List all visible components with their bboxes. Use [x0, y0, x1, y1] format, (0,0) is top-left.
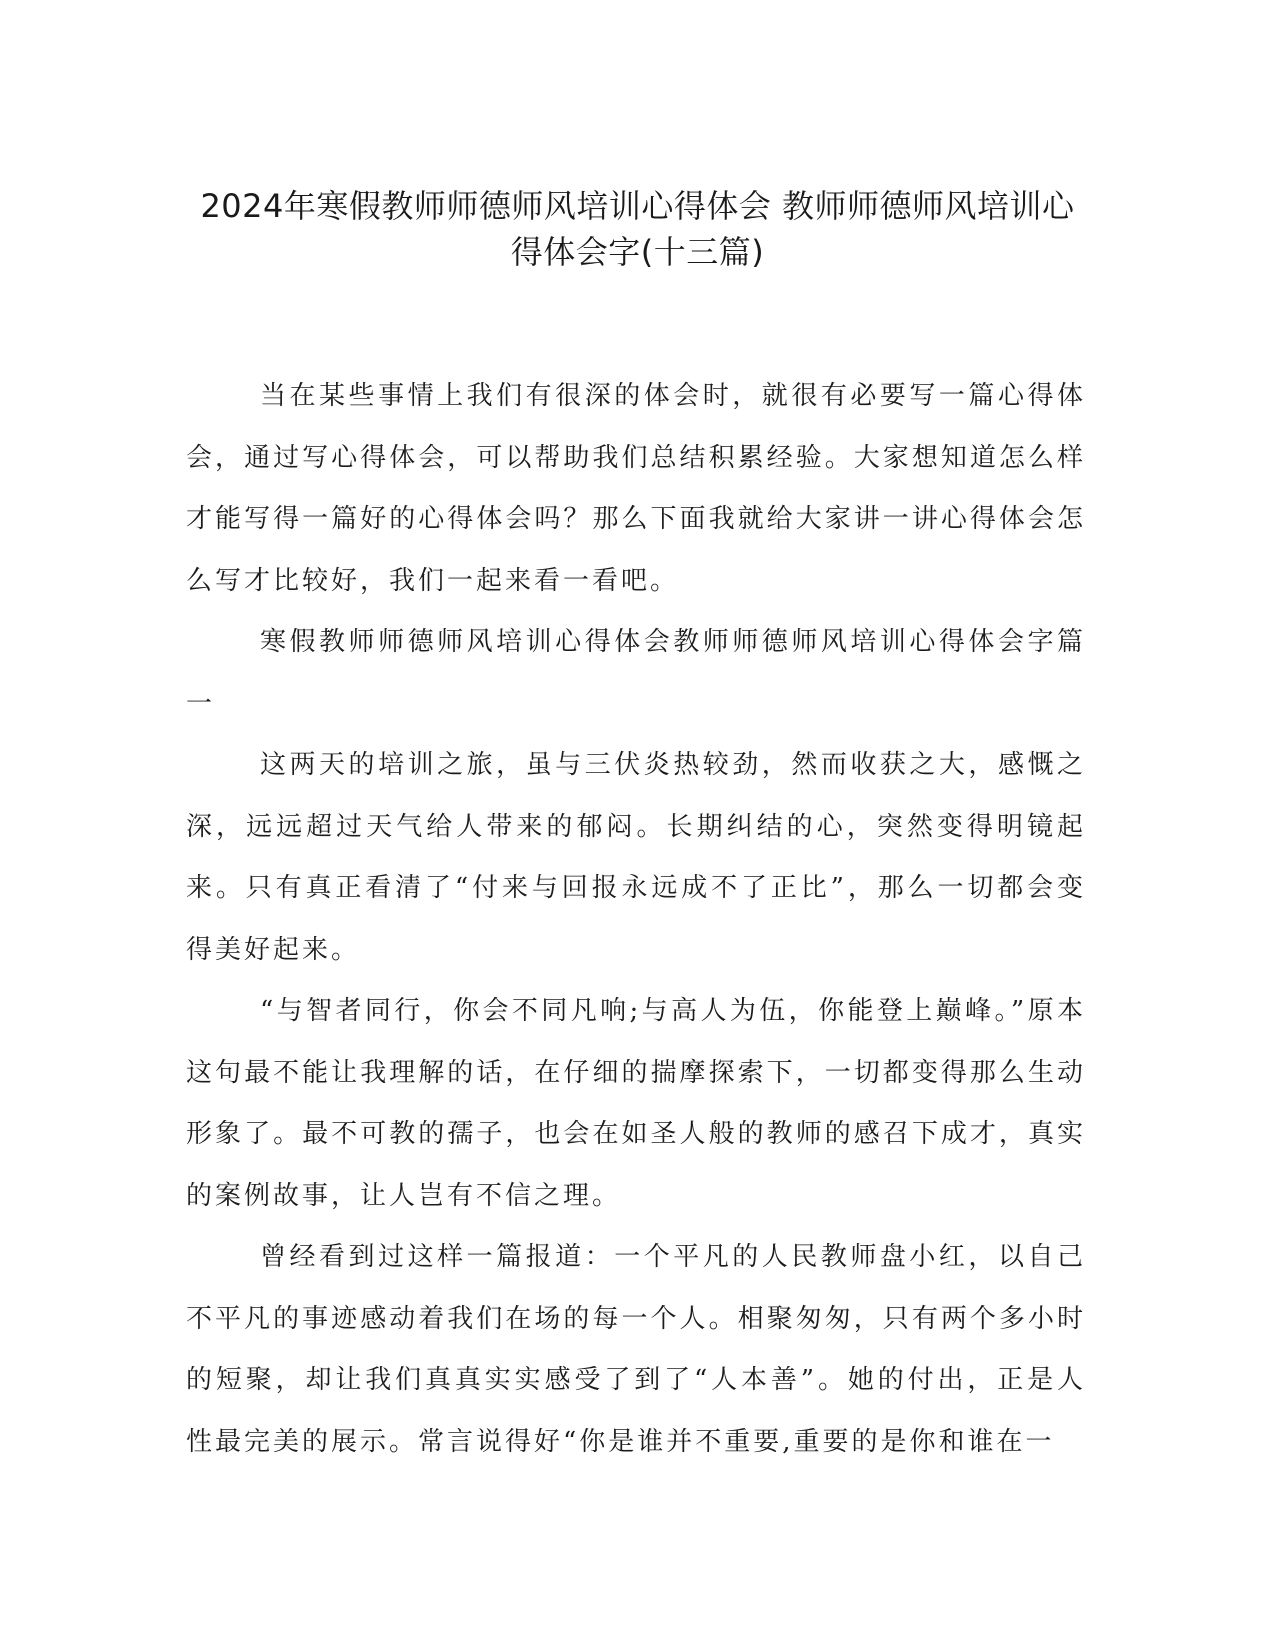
paragraph-report: 曾经看到过这样一篇报道：一个平凡的人民教师盘小红，以自己不平凡的事迹感动着我们在场的每一个人。相聚匆匆，只有两个多小时的短聚，却让我们真真实实感受了到了“人本善”。她的付出，正是人性最完美的展示。常言说得好“你是谁并不重要,重要的是你和谁在一 [186, 1242, 1086, 1457]
title-line-1: 2024年寒假教师师德师风培训心得体会 教师师德师风培训心 [200, 187, 1075, 225]
paragraph-section-heading: 寒假教师师德师风培训心得体会教师师德师风培训心得体会字篇一 [186, 627, 1086, 719]
paragraph-intro: 当在某些事情上我们有很深的体会时，就很有必要写一篇心得体会，通过写心得体会，可以帮助我们总结积累经验。大家想知道怎么样才能写得一篇好的心得体会吗？那么下面我就给大家讲一讲心得体会怎么写才比较好，我们一起来看一看吧。 [186, 381, 1086, 596]
title-line-2: 得体会字(十三篇) [510, 233, 765, 271]
document-title [150, 183, 1125, 275]
document-body [186, 366, 1086, 1473]
paragraph-quote: “与智者同行，你会不同凡响;与高人为伍，你能登上巅峰。”原本这句最不能让我理解的话，在仔细的揣摩探索下，一切都变得那么生动形象了。最不可教的孺子，也会在如圣人般的教师的感召下成才，真实的案例故事，让人岂有不信之理。 [186, 996, 1086, 1211]
paragraph-training: 这两天的培训之旅，虽与三伏炎热较劲，然而收获之大，感慨之深，远远超过天气给人带来的郁闷。长期纠结的心，突然变得明镜起来。只有真正看清了“付来与回报永远成不了正比”，那么一切都会变得美好起来。 [186, 750, 1086, 965]
